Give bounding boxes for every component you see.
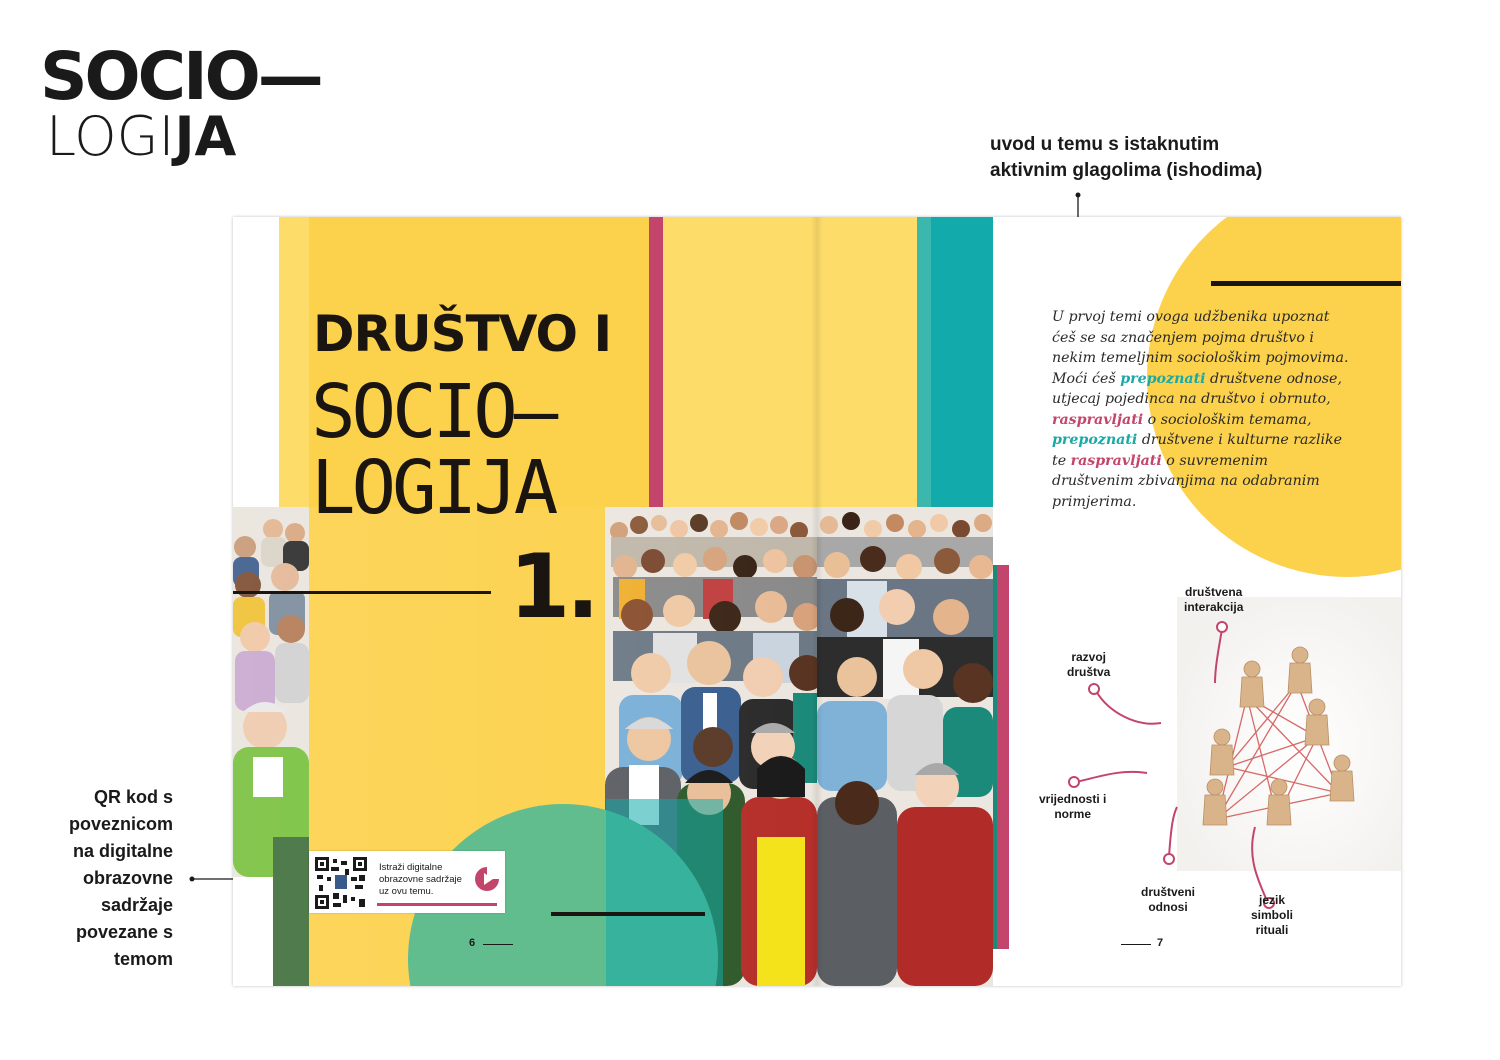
diagram-label-line: norme: [1054, 807, 1092, 821]
diagram-label-line: odnosi: [1148, 900, 1188, 914]
chapter-number: 1.: [509, 535, 596, 638]
page-number-left: 6: [469, 937, 476, 949]
annotation-qr-line: sadržaje: [100, 895, 173, 915]
annotation-qr-line: temom: [113, 949, 173, 969]
diagram-label-line: društveni: [1141, 885, 1196, 899]
intro-text-part: o suvremenim društvenim zbivanjima na odabranim primjerima.: [1052, 452, 1320, 510]
logo-line-2-thin: LOGI: [46, 105, 175, 168]
gutter-shadow-right: [817, 217, 823, 986]
intro-text-part: U prvoj temi ovoga udžbenika upoznat ćeš se sa značenjem pojma društvo i nekim temeljnim sociološkim pojmovima. Moći ćeš: [1052, 309, 1349, 387]
logo-line-1: SOCIO—: [40, 38, 321, 115]
diagram-label-vrijednosti: [1039, 792, 1106, 822]
page-right: [817, 217, 1401, 986]
diagram-label-line: rituali: [1255, 923, 1289, 937]
page-left: [233, 217, 817, 986]
diagram-label-line: simboli: [1251, 908, 1294, 922]
page-number-rule: [483, 944, 513, 945]
book-spread: [233, 217, 1401, 986]
page-number-right: 7: [1157, 937, 1164, 949]
intro-text-part: društvene odnose, utjecaj pojedinca na društvo i obrnuto,: [1052, 370, 1342, 407]
annotation-qr-line: obrazovne: [82, 868, 173, 888]
logo-line-2-bold: JA: [174, 105, 237, 168]
diagram-label-razvoj: [1067, 650, 1110, 680]
annotation-intro-line-2: aktivnim glagolima (ishodima): [990, 160, 1263, 181]
intro-text-part: društvene i kulturne razlike te: [1052, 432, 1343, 469]
diagram-label-line: društva: [1067, 665, 1111, 679]
annotation-qr: [40, 784, 173, 973]
diagram-label-jezik: [1251, 893, 1293, 938]
qr-box[interactable]: [309, 851, 505, 913]
chapter-title-bold: DRUŠTVO I: [313, 305, 612, 363]
chapter-title-thin-1: SOCIO—: [311, 369, 555, 455]
diagram-label-line: razvoj: [1071, 650, 1107, 664]
logo-line-2: [46, 105, 237, 168]
highlight-verb: raspravljati: [1052, 411, 1144, 428]
chapter-title-thin-2: LOGIJA: [311, 445, 555, 531]
annotation-intro: [990, 132, 1262, 184]
intro-text-part: o sociološkim temama,: [1143, 411, 1312, 428]
annotation-intro-line-1: uvod u temu s istaknutim: [990, 134, 1220, 155]
decor-rule: [551, 912, 705, 916]
diagram-label-line: jezik: [1259, 893, 1286, 907]
highlight-verb: raspravljati: [1070, 452, 1162, 469]
diagram-label-interakcija: [1184, 585, 1243, 615]
highlight-verb: prepoznati: [1120, 370, 1206, 387]
diagram-label-odnosi: [1141, 885, 1195, 915]
annotation-qr-line: poveznicom: [68, 814, 173, 834]
qr-underline: [377, 903, 497, 906]
diagram-label-line: vrijednosti i: [1039, 792, 1107, 806]
annotation-qr-line: povezane s: [75, 922, 173, 942]
highlight-verb: prepoznati: [1052, 432, 1138, 448]
digital-content-logo-icon[interactable]: [473, 865, 501, 893]
diagram-connectors: [817, 217, 1401, 986]
diagram-label-line: interakcija: [1184, 600, 1244, 614]
qr-code-icon[interactable]: [315, 857, 367, 909]
qr-text: Istraži digitalne obrazovne sadržaje uz ovu temu.: [379, 862, 462, 897]
chapter-rule: [233, 591, 491, 594]
annotation-qr-line: na digitalne: [72, 841, 173, 861]
page-number-rule: [1121, 944, 1151, 945]
diagram-label-line: društvena: [1185, 585, 1243, 599]
annotation-qr-line: QR kod s: [93, 787, 173, 807]
